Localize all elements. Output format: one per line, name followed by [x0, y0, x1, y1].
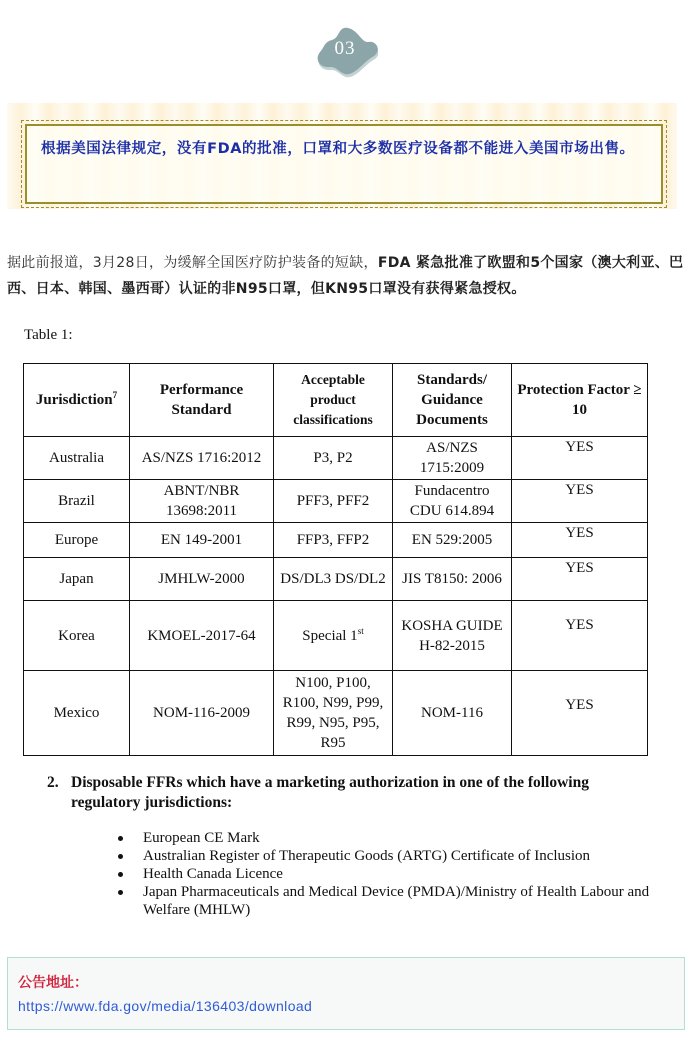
header-guidance-documents: Standards/ Guidance Documents: [393, 364, 512, 437]
cell-standard: JMHLW-2000: [130, 558, 274, 601]
section-number: 03: [334, 38, 356, 59]
header-performance-standard: Performance Standard: [130, 364, 274, 437]
list-item: Japan Pharmaceuticals and Medical Device (PMDA)/Ministry of Health Labour and Welfare (MHLW): [115, 883, 655, 919]
highlight-border-dashed: [21, 120, 667, 208]
cell-classifications: PFF3, PFF2: [274, 480, 393, 523]
cell-protection: YES: [512, 523, 648, 558]
source-box: [7, 957, 685, 1030]
cell-guidance: AS/NZS 1715:2009: [393, 437, 512, 480]
highlight-text: 根据美国法律规定，没有FDA的批准，口罩和大多数医疗设备都不能进入美国市场出售。: [41, 141, 635, 157]
news-paragraph: [7, 250, 687, 302]
table-row: [24, 523, 648, 558]
list-item: Australian Register of Therapeutic Goods (ARTG) Certificate of Inclusion: [115, 847, 655, 865]
table-row: [24, 671, 648, 756]
cell-protection: YES: [512, 601, 648, 671]
cell-jurisdiction: Mexico: [24, 671, 130, 756]
jurisdiction-table: [23, 363, 648, 756]
section-number-badge: [312, 26, 378, 78]
table-row: [24, 437, 648, 480]
cell-jurisdiction: Australia: [24, 437, 130, 480]
table-row: [24, 558, 648, 601]
cell-classifications: FFP3, FFP2: [274, 523, 393, 558]
bullet-icon: [118, 836, 123, 841]
cell-protection: YES: [512, 437, 648, 480]
paragraph-bold-text: FDA 紧急批准了欧盟和5个国家（澳大利亚、巴西、日本、韩国、墨西哥）认证的非N95口罩，但KN95口罩没有获得紧急授权。: [7, 255, 684, 297]
cell-protection: YES: [512, 558, 648, 601]
table-caption: Table 1:: [24, 327, 73, 343]
cell-classifications: N100, P100, R100, N99, P99, R99, N95, P95, R95: [274, 671, 393, 756]
cell-jurisdiction: Europe: [24, 523, 130, 558]
cell-jurisdiction: Korea: [24, 601, 130, 671]
source-url-link[interactable]: https://www.fda.gov/media/136403/download: [18, 998, 313, 1014]
cell-standard: AS/NZS 1716:2012: [130, 437, 274, 480]
cell-protection: YES: [512, 671, 648, 756]
highlight-callout: [7, 103, 677, 209]
cell-classifications: P3, P2: [274, 437, 393, 480]
cell-guidance: EN 529:2005: [393, 523, 512, 558]
highlight-border-solid: [25, 124, 663, 204]
cell-jurisdiction: Japan: [24, 558, 130, 601]
cell-standard: ABNT/NBR 13698:2011: [130, 480, 274, 523]
cell-standard: KMOEL-2017-64: [130, 601, 274, 671]
cell-jurisdiction: Brazil: [24, 480, 130, 523]
header-protection-factor: Protection Factor ≥ 10: [512, 364, 648, 437]
cell-protection: YES: [512, 480, 648, 523]
cell-classifications: DS/DL3 DS/DL2: [274, 558, 393, 601]
jurisdiction-bullet-list: [115, 829, 655, 919]
table-header-row: [24, 364, 648, 437]
numbered-item-2: [47, 773, 647, 813]
cell-classifications: Special 1st: [274, 601, 393, 671]
cell-standard: EN 149-2001: [130, 523, 274, 558]
list-item: European CE Mark: [115, 829, 655, 847]
source-label: 公告地址：: [18, 975, 88, 991]
cell-standard: NOM-116-2009: [130, 671, 274, 756]
table-row: [24, 480, 648, 523]
cell-guidance: KOSHA GUIDE H-82-2015: [393, 601, 512, 671]
bullet-icon: [118, 872, 123, 877]
list-item: Health Canada Licence: [115, 865, 655, 883]
bullet-icon: [118, 854, 123, 859]
bullet-icon: [118, 890, 123, 895]
cell-guidance: Fundacentro CDU 614.894: [393, 480, 512, 523]
header-jurisdiction: Jurisdiction$^7$: [24, 364, 130, 437]
cell-guidance: JIS T8150: 2006: [393, 558, 512, 601]
cell-guidance: NOM-116: [393, 671, 512, 756]
table-row: [24, 601, 648, 671]
item-number: 2.: [47, 774, 59, 791]
item-text: Disposable FFRs which have a marketing authorization in one of the following regulatory jurisdictions:: [71, 774, 589, 811]
header-classifications: Acceptable product classifications: [274, 364, 393, 437]
paragraph-text: 据此前报道，3月28日，为缓解全国医疗防护装备的短缺，: [7, 255, 378, 271]
